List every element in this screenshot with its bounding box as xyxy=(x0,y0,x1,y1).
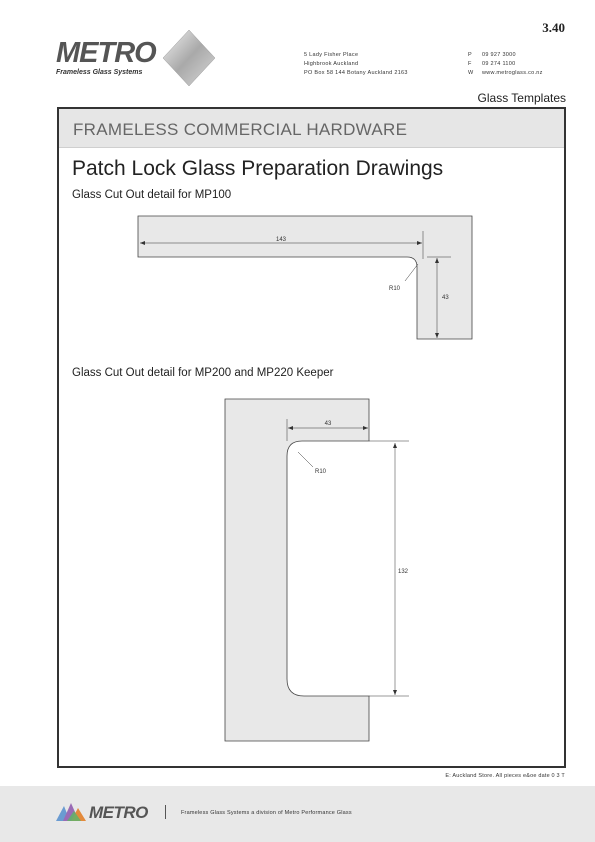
footer xyxy=(0,786,595,842)
content-frame xyxy=(57,107,566,768)
website-link[interactable]: www.metroglass.co.nz xyxy=(482,70,543,76)
footer-wordmark: METRO xyxy=(89,803,148,822)
detail1-radius: R10 xyxy=(389,286,401,292)
detail2-heading: Glass Cut Out detail for MP200 and MP220 Keeper xyxy=(72,367,334,379)
address-line: 5 Lady Fisher Place xyxy=(304,52,359,58)
footer-divider xyxy=(165,805,166,819)
detail1-drawing xyxy=(138,216,472,339)
detail1-width-dim: 143 xyxy=(275,237,287,243)
detail2-width-dim: 43 xyxy=(324,421,332,427)
footer-mountain-icon xyxy=(56,803,88,821)
address-block xyxy=(304,51,408,78)
phone-number: 09 927 3000 xyxy=(482,52,516,58)
address-line: PO Box 58 144 Botany Auckland 2163 xyxy=(304,70,408,76)
detail2-glass-shape xyxy=(225,399,369,741)
logo-wordmark: METRO xyxy=(56,37,156,69)
category-title: FRAMELESS COMMERCIAL HARDWARE xyxy=(73,120,408,139)
detail2-radius: R10 xyxy=(315,469,327,475)
detail1-heading: Glass Cut Out detail for MP100 xyxy=(72,189,232,201)
fax-number: 09 274 1100 xyxy=(482,61,516,67)
footnote: E: Auckland Store. All pieces e&oe date 0 3 T xyxy=(445,773,565,779)
contact-block xyxy=(468,51,543,78)
page-title: Patch Lock Glass Preparation Drawings xyxy=(72,157,444,180)
detail1-glass-shape xyxy=(138,216,472,339)
address-line: Highbrook Auckland xyxy=(304,61,359,67)
section-label: Glass Templates xyxy=(477,91,566,105)
phone-label: P xyxy=(468,52,472,58)
fax-label: F xyxy=(468,61,472,67)
detail2-drawing xyxy=(225,399,409,741)
cutout-drawings xyxy=(59,109,564,766)
footer-tagline: Frameless Glass Systems a division of Metro Performance Glass xyxy=(181,810,352,816)
diamond-logo-icon xyxy=(163,30,215,86)
detail2-height-dim: 132 xyxy=(398,569,409,575)
page-number: 3.40 xyxy=(542,20,565,35)
web-label: W xyxy=(468,70,474,76)
detail1-height-dim: 43 xyxy=(442,295,449,301)
logo-subtitle: Frameless Glass Systems xyxy=(56,69,143,76)
